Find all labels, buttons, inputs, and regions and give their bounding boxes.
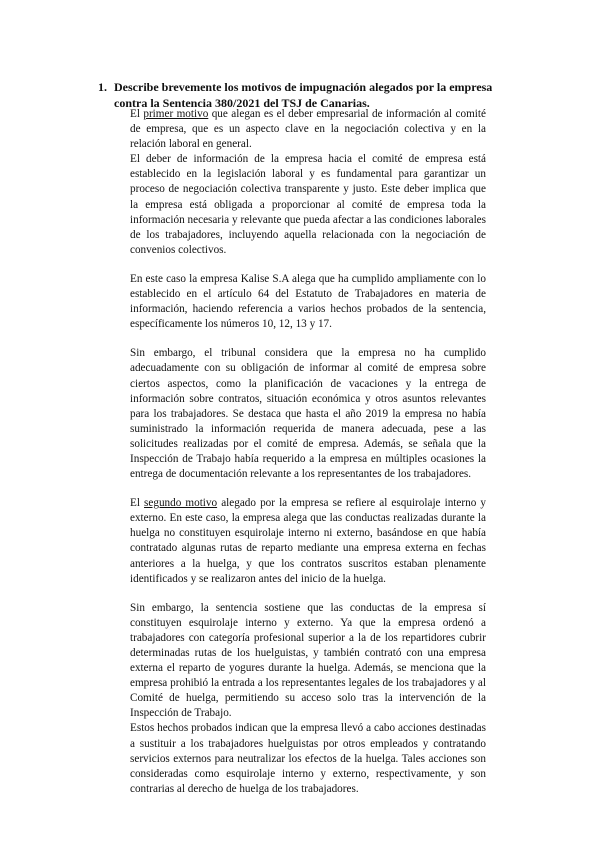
- paragraph-1-text: que alegan es el deber empresarial de información al comité de empresa, que es un aspecto clave en la negociación colectiva y en la relación laboral en general.: [130, 108, 486, 151]
- paragraph-5-prefix: El: [130, 497, 145, 510]
- paragraph-5-text: alegado por la empresa se refiere al esquirolaje interno y externo. En este caso, la empresa alega que las conductas realizadas durante la huelga no constituyen esquirolaje interno ni externo, basándose en que había contratado algunas rutas de reparto mediante una empresa externa en fechas anteriores a la huelga, y que los contratos suscritos estaban plenamente identificados y se realizaron antes del inicio de la huelga.: [130, 497, 486, 585]
- heading-number: 1.: [98, 80, 107, 94]
- paragraph-3: En este caso la empresa Kalise S.A alega que ha cumplido ampliamente con lo establecido en el artículo 64 del Estatuto de Trabajadores en materia de información, haciendo referencia a varios hechos probados de la sentencia, específicamente los números 10, 12, 13 y 17.: [130, 272, 486, 331]
- paragraph-2: El deber de información de la empresa hacia el comité de empresa está establecido en la legislación laboral y es fundamental para garantizar un proceso de negociación colectiva transparente y justo. Este deber implica que la empresa está obligada a proporcionar al comité de empresa toda la información necesaria y relevante que pueda afectar a las condiciones laborales de los trabajadores, incluyendo aquella relacionada con la negociación de convenios colectivos.: [130, 153, 486, 256]
- paragraph-1-prefix: El: [130, 108, 144, 120]
- paragraph-7: Estos hechos probados indican que la empresa llevó a cabo acciones destinadas a sustituir a los trabajadores huelguistas por otros empleados y contratando servicios externos para neutralizar los efectos de la huelga. Tales acciones son consideradas como esquirolaje interno y externo, respectivamente, y son contrarias al derecho de huelga de los trabajadores.: [130, 722, 486, 795]
- paragraph-6: Sin embargo, la sentencia sostiene que las conductas de la empresa sí constituyen esquirolaje interno y externo. Ya que la empresa ordenó a trabajadores con categoría profesional superior a la de los repartidores cubrir determinadas rutas de los huelguistas, y también contrató con una empresa externa el reparto de yogures durante la huelga. Además, se menciona que la empresa prohibió la entrada a los representantes legales de los trabajadores y al Comité de huelga, permitiendo su acceso solo tras la intervención de la Inspección de Trabajo.: [130, 601, 486, 720]
- paragraph-5: [130, 496, 486, 587]
- underlined-term: segundo motivo: [144, 497, 218, 510]
- paragraph-1: [130, 107, 486, 152]
- underlined-term: primer motivo: [143, 108, 209, 120]
- document-body: [130, 107, 486, 797]
- paragraph-4: Sin embargo, el tribunal considera que la empresa no ha cumplido adecuadamente con su obligación de informar al comité de empresa sobre ciertos aspectos, como la planificación de vacaciones y la entrega de información sobre contratos, situación económica y otros asuntos relevantes para los trabajadores. Se destaca que hasta el año 2019 la empresa no había suministrado la información requerida de manera adecuada, pese a las solicitudes realizadas por el comité de empresa. Además, se señala que la Inspección de Trabajo había requerido a la empresa en múltiples ocasiones la entrega de documentación relevante a los representantes de los trabajadores.: [130, 347, 486, 481]
- heading-text: Describe brevemente los motivos de impugnación alegados por la empresa contra la Sentencia 380/2021 del TSJ de Canarias.: [114, 80, 493, 110]
